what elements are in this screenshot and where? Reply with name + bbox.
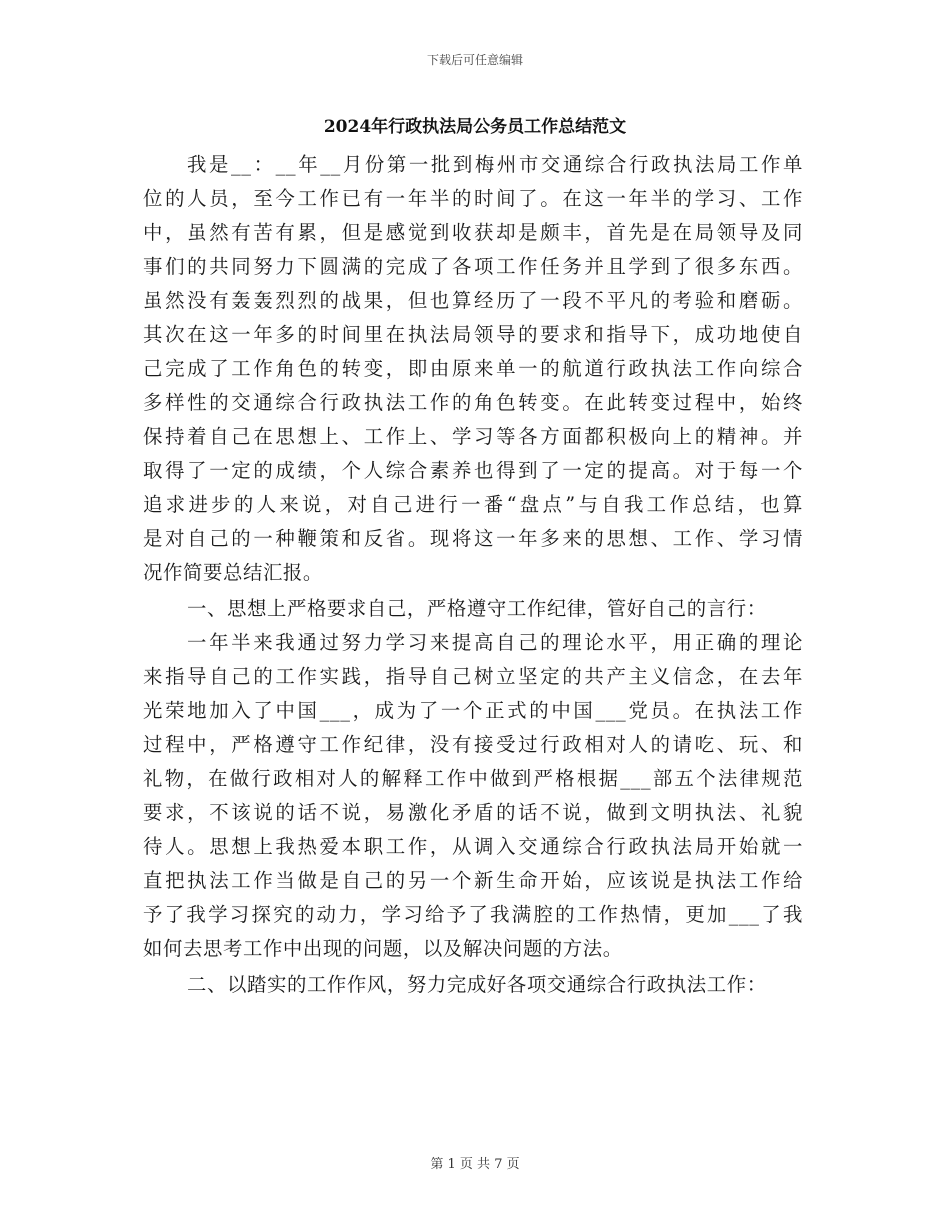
text-line: 虽然没有轰轰烈烈的战果，但也算经历了一段不平凡的考验和磨砺。 — [143, 289, 803, 312]
text-line: 中，虽然有苦有累，但是感觉到收获却是颇丰，首先是在局领导及同 — [143, 221, 803, 244]
text-line: 保持着自己在思想上、工作上、学习等各方面都积极向上的精神。并 — [143, 425, 803, 448]
text-line: 取得了一定的成绩，个人综合素养也得到了一定的提高。对于每一个 — [143, 459, 803, 482]
text-line: 光荣地加入了中国___，成为了一个正式的中国___党员。在执法工作 — [143, 699, 803, 722]
text-line: 待人。思想上我热爱本职工作，从调入交通综合行政执法局开始就一 — [143, 835, 803, 858]
document-title: 2024年行政执法局公务员工作总结范文 — [323, 117, 627, 137]
page-header-note: 下载后可任意编辑 — [426, 53, 523, 67]
document-body — [143, 148, 803, 1002]
intro-paragraph — [143, 148, 803, 590]
text-line: 如何去思考工作中出现的问题，以及解决问题的方法。 — [143, 937, 623, 960]
text-line: 一年半来我通过努力学习来提高自己的理论水平，用正确的理论 — [187, 631, 803, 654]
text-line: 是对自己的一种鞭策和反省。现将这一年多来的思想、工作、学习情 — [143, 527, 803, 550]
text-line: 礼物，在做行政相对人的解释工作中做到严格根据___部五个法律规范 — [143, 767, 803, 790]
text-line: 己完成了工作角色的转变，即由原来单一的航道行政执法工作向综合 — [143, 357, 803, 380]
text-line: 要求，不该说的话不说，易激化矛盾的话不说，做到文明执法、礼貌 — [143, 801, 803, 824]
section-heading: 一、思想上严格要求自己，严格遵守工作纪律，管好自己的言行： — [187, 597, 767, 620]
text-line: 我是__：__年__月份第一批到梅州市交通综合行政执法局工作单 — [187, 153, 803, 176]
section-2 — [143, 968, 803, 1002]
text-line: 事们的共同努力下圆满的完成了各项工作任务并且学到了很多东西。 — [143, 255, 803, 278]
text-line: 多样性的交通综合行政执法工作的角色转变。在此转变过程中，始终 — [143, 391, 803, 414]
text-line: 追求进步的人来说，对自己进行一番“盘点”与自我工作总结，也算 — [143, 493, 803, 516]
text-line: 况作简要总结汇报。 — [143, 561, 323, 584]
section-heading: 二、以踏实的工作作风，努力完成好各项交通综合行政执法工作： — [187, 973, 767, 996]
text-line: 其次在这一年多的时间里在执法局领导的要求和指导下，成功地使自 — [143, 323, 803, 346]
text-line: 位的人员，至今工作已有一年半的时间了。在这一年半的学习、工作 — [143, 187, 803, 210]
text-line: 过程中，严格遵守工作纪律，没有接受过行政相对人的请吃、玩、和 — [143, 733, 803, 756]
text-line: 予了我学习探究的动力，学习给予了我满腔的工作热情，更加___了我 — [143, 903, 803, 926]
section-1 — [143, 592, 803, 966]
text-line: 来指导自己的工作实践，指导自己树立坚定的共产主义信念，在去年 — [143, 665, 803, 688]
page-number: 第 1 页 共 7 页 — [430, 1157, 520, 1172]
text-line: 直把执法工作当做是自己的另一个新生命开始，应该说是执法工作给 — [143, 869, 803, 892]
